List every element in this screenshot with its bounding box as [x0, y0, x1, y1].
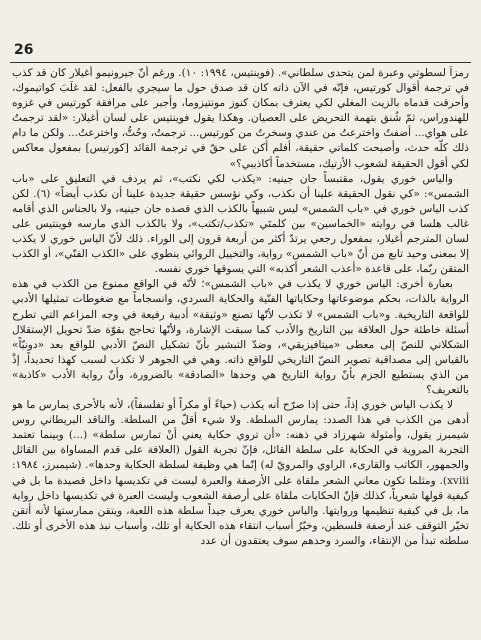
paragraph-4: لا يكذب الياس خوري إذاً، حتى إذا صرّح أنه يكذب (حياءً أو مكراً أو تفلسفاً)، لأنه بالأحرى يمارس ما هو أدهى من الكذب في هذا الصدد: يمارس السلطة. ولا شيء أقلّ من السلطة. والناقد البريطاني روس شيمبرز يقول، وأمثولة شهرزاد في ذهنه: «أن تروي حكاية يعني أنْ تمارس سلطة» (...) وبينما تعتمد التجربة المروية في الحكاية على سلطة القائل، فإنّ تجربة القول (العلاقة على قدم المساواة بين القائل والجمهور، الكاتب والقارىء، الراوي والمرويّ له) إنّما هي وظيفة لسلطة الحكاية وحدها». (شيمبرز، ١٩٨٤: xviii). ومثلما تكون معاني الشعر ملقاة على الأرصفة والعبرة ليست في تكديسها داخل قصيدة ما بل في كيفية قولها شعرياً، كذلك فإنّ الحكايات ملقاة على أرصفة الشعوب وليست العبرة في تكديسها داخل رواية ما، بل في كيفية تنظيمها وروايتها. والياس خوري يعرف جيداً سلطة هذه اللعبة، ويتقن ممارستها لأنه أتقن تخيّر التوقف عند أرصفة فلسطين، وخيّرُ أسباب انتقاء هذه الحكاية أو تلك، وأسباب نبذ هذه الأخرى أو تلك. سلطته تبدأ من الإنتقاء، والسرد وحدهم سوف يعتقدون أن عدد — [12, 399, 469, 547]
page-number: 26 — [14, 42, 34, 58]
header-rule — [10, 62, 471, 63]
page-body — [12, 66, 469, 634]
paragraph-2: والياس خوري يقول، مقتبساً جان جينيه: «يكذب لكي نكتب»، ثم يردف في التعليق على «باب الشمس»: «كي نقول الحقيقة علينا أن نكذب، وكي نؤسس حقيقة جديدة علينا أن نكذب أيضاً» (٦). لكن كذب الياس خوري في «باب الشمس» ليس شبيهاً بالكذب الذي قصده جان جينيه، ولا بالجناس الذي أقامه غالب هلسا في روايته «الخماسين» بين كلمتَي «تكذب/تكتب»، ولا بالكذب الذي مارسه فوينتيس على لسان المترجم أغيلار، بمفعول رجعي يرتدّ أكثر من أربعة قرون إلى الوراء. ذلك لأنّ الياس خوري لا يكذب إلا بمعنى وحيد تابع من أنّ «باب الشمس» رواية، والتخييل الروائي ينطوي على «الكذب الفنّي»، أو الكذب المتقن ربّما، على قاعدة «أعذب الشعر أكذبه» التي يسوقها خوري نفسه. — [12, 172, 469, 276]
paragraph-1: رمزاً لسطوتي وعبرة لمن يتحدى سلطاني». (فوينتيس، ١٩٩٤: ١٠). ورغم أنّ جيرونيمو أغيلار كان قد كذب في ترجمة أقوال كورتيس، فإنّه في الآن ذاته كان قد صدق حول ما سيجري بالفعل: لقد غلَبَ كواتيموك، وأحرقت قدماه بالزيت المغلي لكي يعترف بمكان كنوز مونتيزوما، وأجبر على مرافقة كورتيس في غزوه للهندوراس، ثمّ شُنق بتهمة التحريض على العصيان. وهكذا يقول فوينتيس على لسان أغيلار: «لقد ترجمتُ على هواي... أضفتُ واخترعتُ من عندي وسخرتُ من كورتيس... ترجمتُ، وحُتُّ، واخترعتُ... ولكن ما دام ذلك كلّه حدث، وأصبحت كلماتي حقيقة، أفلم أكن على حقّ في ترجمة القائد [كورتيس] بمفعول معاكس لكي أقول الحقيقة لشعوب الأزتيك، مستخدماً أكاذيبي؟» — [12, 67, 469, 170]
paragraph-3: بعبارة أخرى: الياس خوري لا يكذب في «باب الشمس»؛ لأنّه في الواقع ممنوع من الكذب في هذه الرواية بالذات، بحكم موضوعاتها وحكاياتها الفنّية والحكاية السردي، وانسجاماً مع ضغوطات تمثيلها الأدبي للواقعة التاريخية. و«باب الشمس» لا تكذب لأنّها تصنع «وثيقة» أدبية رفيعة في وجه المزاعم التي تطرح أسئلة خاطئة حول العلاقة بين التاريخ والأدب كما سبقت الإشارة، ولأنّها تحاجج بقوّة ضدّ تحويل الإستقلال الشكلاني للنصّ إلى معطى «ميتافيزيقي»، وضدّ التبشير بأنّ تشكيل النصّ الأدبي للواقع بعد «دونيّاً» بالقياس إلى مصداقية تصوير النصّ التاريخي للواقع ذاته. وهي في الجوهر لا تكذب لسبب كهذا تحديداً، إذْ من الذي يستطيع الجزم بأنّ رواية التاريخ هي وحدها «الصادقة» بالضرورة، وأنّ رواية الأدب «كاذبة» بالتعريف؟ — [12, 278, 469, 396]
